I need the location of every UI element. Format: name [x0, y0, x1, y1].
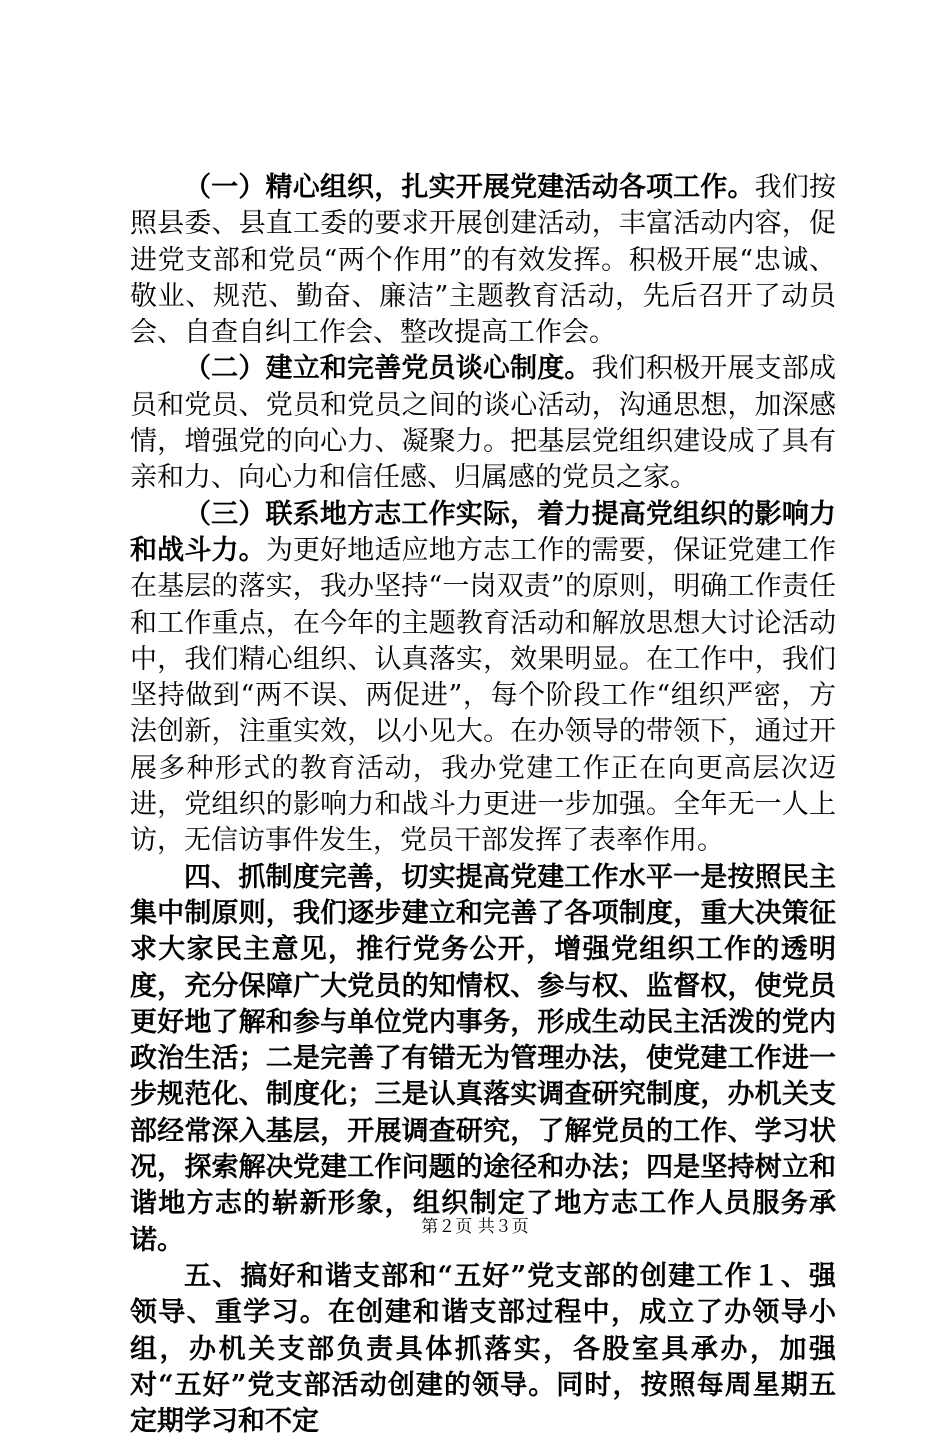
paragraph-2 [130, 351, 836, 496]
paragraph-5: 五、搞好和谐支部和“五好”党支部的创建工作１、强领导、重学习。在创建和谐支部过程中，成立了办领导小组，办机关支部负责具体抓落实，各股室具承办，加强对“五好”党支部活动创建的领导。同时，按照每周星期五定期学习和不定 [130, 1260, 836, 1438]
paragraph-2-text: 我们积极开展支部成员和党员、党员和党员之间的谈心活动，沟通思想，加深感情，增强党的向心力、凝聚力。把基层党组织建设成了具有亲和力、向心力和信任感、归属感的党员之家。 [130, 353, 837, 494]
paragraph-1-heading: （一）精心组织，扎实开展党建活动各项工作。 [184, 172, 755, 203]
paragraph-3-text: 为更好地适应地方志工作的需要，保证党建工作在基层的落实，我办坚持“一岗双责”的原则，明确工作责任和工作重点，在今年的主题教育活动和解放思想大讨论活动中，我们精心组织、认真落实，效果明显。在工作中，我们坚持做到“两不误、两促进”，每个阶段工作“组织严密，方法创新，注重实效，以小见大。在办领导的带领下，通过开展多种形式的教育活动，我办党建工作正在向更高层次迈进，党组织的影响力和战斗力更进一步加强。全年无一人上访，无信访事件发生，党员干部发挥了表率作用。 [130, 534, 837, 857]
document-body [130, 170, 836, 1440]
paragraph-4: 四、抓制度完善，切实提高党建工作水平一是按照民主集中制原则，我们逐步建立和完善了各项制度，重大决策征求大家民主意见，推行党务公开，增强党组织工作的透明度，充分保障广大党员的知情权、参与权、监督权，使党员更好地了解和参与单位党内事务，形成生动民主活泼的党内政治生活；二是完善了有错无为管理办法，使党建工作进一步规范化、制度化；三是认真落实调查研究制度，办机关支部经常深入基层，开展调查研究，了解党员的工作、学习状况，探索解决党建工作问题的途径和办法；四是坚持树立和谐地方志的崭新形象，组织制定了地方志工作人员服务承诺。 [130, 861, 836, 1256]
paragraph-1 [130, 170, 836, 351]
paragraph-1-text: 我们按照县委、县直工委的要求开展创建活动，丰富活动内容，促进党支部和党员“两个作用”的有效发挥。积极开展“忠诚、敬业、规范、勤奋、廉洁”主题教育活动，先后召开了动员会、自查自纠工作会、整改提高工作会。 [130, 172, 837, 349]
paragraph-3-heading: （三）联系地方志工作实际，着力提高党组织的影响力和战斗力。 [130, 498, 836, 566]
page-footer: 第２页 共３页 [421, 1217, 529, 1237]
paragraph-2-heading: （二）建立和完善党员谈心制度。 [184, 353, 592, 385]
paragraph-3 [130, 497, 836, 860]
